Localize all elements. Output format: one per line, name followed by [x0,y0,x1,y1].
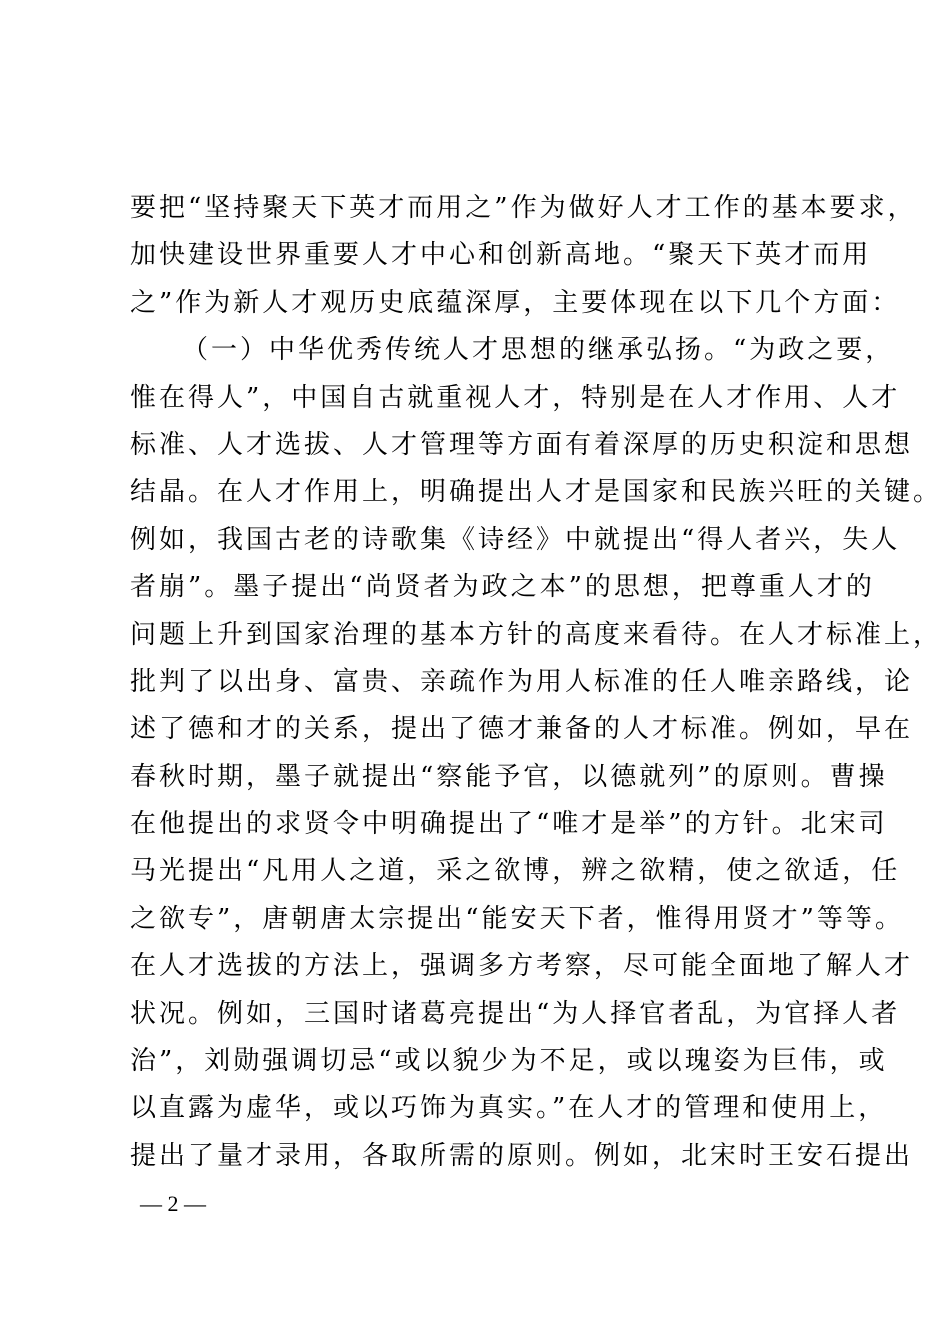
text-line: 提出了量才录用，各取所需的原则。例如，北宋时王安石提出 [130,1140,914,1171]
text-line: 述了德和才的关系，提出了德才兼备的人才标准。例如，早在 [130,714,914,745]
text-line: 之欲专”，唐朝唐太宗提出“能安天下者，惟得用贤才”等等。 [130,903,904,934]
text-line: 结晶。在人才作用上，明确提出人才是国家和民族兴旺的关键。 [130,477,943,508]
section-heading-line: （一）中华优秀传统人才思想的继承弘扬。“为政之要， [182,335,895,366]
text-line: 马光提出“凡用人之道，采之欲博，辨之欲精，使之欲适，任 [130,856,901,887]
text-line: 问题上升到国家治理的基本方针的高度来看待。在人才标准上， [130,619,943,650]
text-line: 要把“坚持聚天下英才而用之”作为做好人才工作的基本要求， [130,193,917,223]
text-line: 春秋时期，墨子就提出“察能予官，以德就列”的原则。曹操 [130,761,888,792]
text-line: 之”作为新人才观历史底蕴深厚，主要体现在以下几个方面： [130,287,901,318]
text-line: 状况。例如，三国时诸葛亮提出“为人择官者乱，为官择人者 [130,998,901,1029]
text-line: 在他提出的求贤令中明确提出了“唯才是举”的方针。北宋司 [130,809,888,840]
text-line: 例如，我国古老的诗歌集《诗经》中就提出“得人者兴，失人 [130,524,901,555]
text-line: 治”，刘勋强调切忌“或以貌少为不足，或以瑰姿为巨伟，或 [130,1046,888,1077]
text-line: 惟在得人”，中国自古就重视人才，特别是在人才作用、人才 [130,382,901,413]
text-line: 在人才选拔的方法上，强调多方考察，尽可能全面地了解人才 [130,951,914,982]
page-number: — 2 — [140,1191,206,1216]
text-line: 批判了以出身、富贵、亲疏作为用人标准的任人唯亲路线，论 [130,666,914,697]
text-line: 以直露为虚华，或以巧饰为真实。”在人才的管理和使用上， [130,1093,888,1124]
text-line: 者崩”。墨子提出“尚贤者为政之本”的思想，把尊重人才的 [130,572,875,603]
text-line: 标准、人才选拔、人才管理等方面有着深厚的历史积淀和思想 [130,429,914,460]
body-text [130,185,943,1180]
text-line: 加快建设世界重要人才中心和创新高地。“聚天下英才而用 [130,240,872,271]
